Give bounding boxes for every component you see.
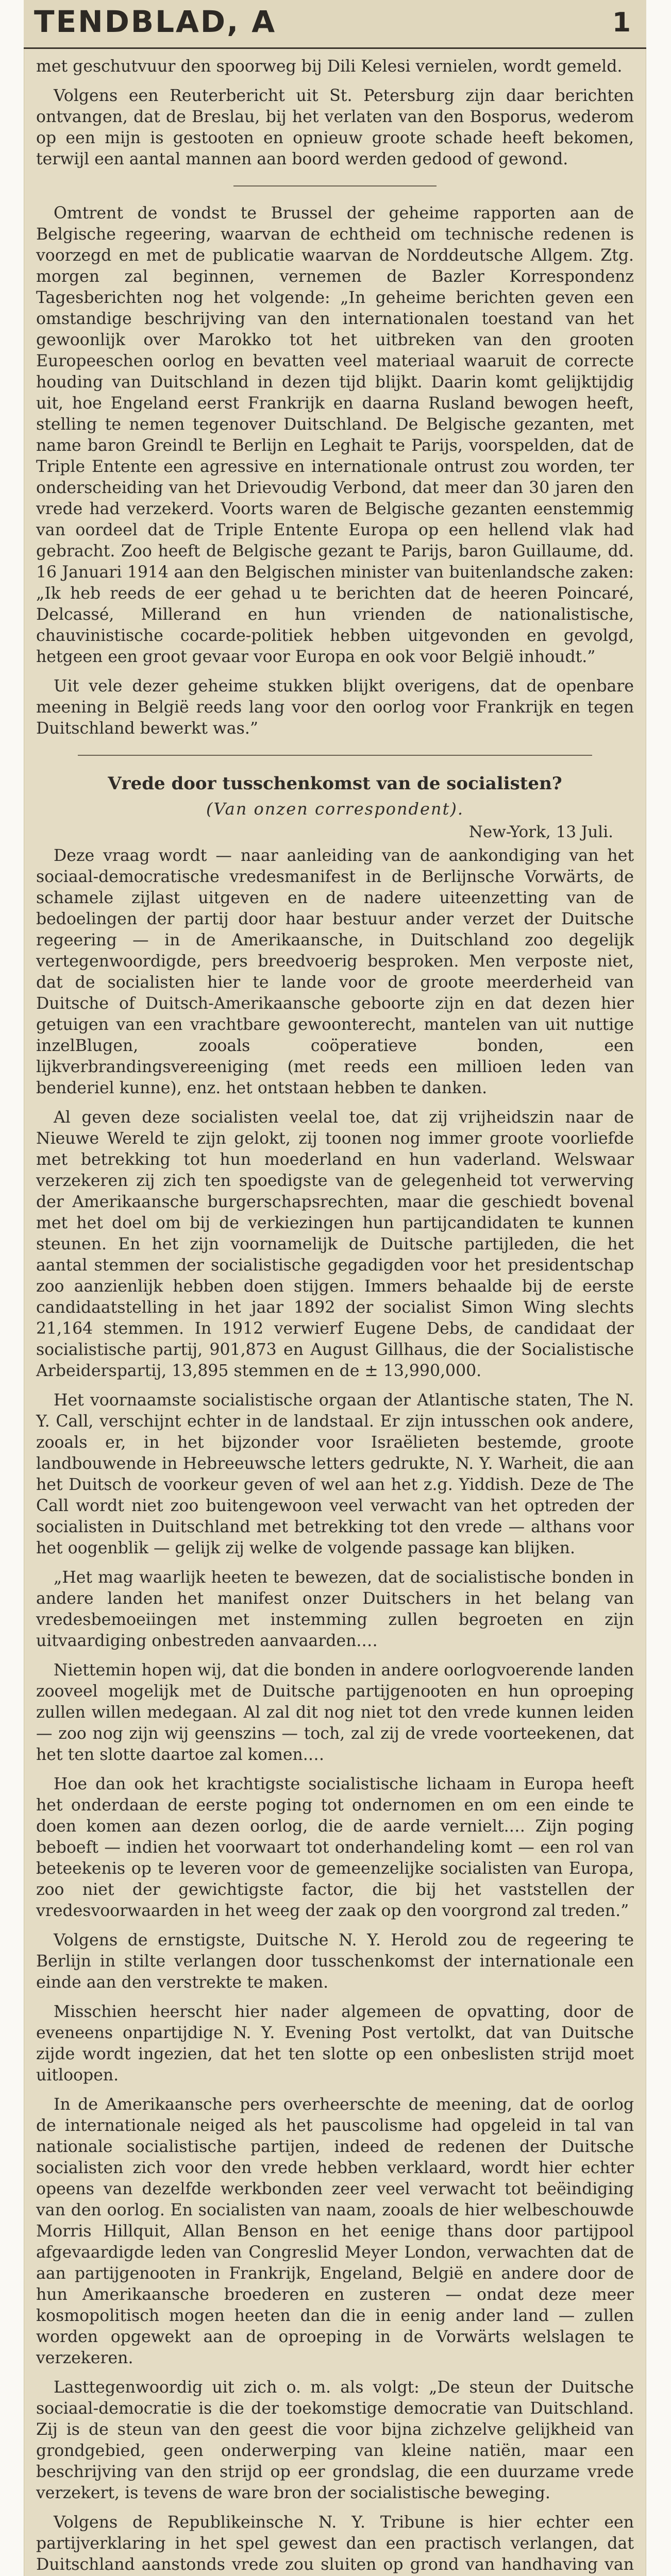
- paragraph: Lasttegenwoordig uit zich o. m. als volgt: „De steun der Duitsche sociaal-democratie is die der toekomstige democratie van Duitschland. Zij is de steun van den geest die voor bijna zichzelve gelijkheid van grondgebied, geen onderwerping van kleine natiën, maar een beschrijving van den strijd op eer grondslag, die een duurzame vrede verzekert, is tevens de ware bron der socialistische beweging.: [36, 2378, 634, 2502]
- divider: [233, 185, 437, 187]
- paragraph: „Het mag waarlijk heeten te bewezen, dat de socialistische bonden in andere landen het manifest onzer Duitschers in het belang van vredesbemoeiingen met instemming zullen begroeten en zijn uitvaardiging onbestreden aanvaarden.…: [36, 1568, 634, 1650]
- paragraph: Uit vele dezer geheime stukken blijkt overigens, dat de openbare meening in België reeds lang voor den oorlog voor Frankrijk en tegen Duitschland bewerkt was.”: [36, 677, 634, 738]
- article-headline: Vrede door tusschenkomst van de socialisten?: [108, 773, 562, 794]
- masthead-strip: [24, 0, 646, 49]
- paragraph: Hoe dan ook het krachtigste socialistische lichaam in Europa heeft het onderdaan de eerste poging tot ondernomen en om een einde te doen komen aan dezen oorlog, die de aarde vernielt.… Zijn poging beboeft — indien het voorwaart tot onderhandeling komt — een rol van beteekenis op te leveren voor de gemeenzelijke socialisten van Europa, zoo niet der gewichtigste factor, die bij het vaststellen der vredesvoorwaarden in het weeg der zaak op den voorgrond zal treden.”: [36, 1775, 634, 1920]
- newspaper-clipping: [24, 0, 646, 2576]
- article-short-news: [36, 56, 634, 170]
- paragraph: Omtrent de vondst te Brussel der geheime rapporten aan de Belgische regeering, waarvan de echtheid om technische redenen is voorzegd en met de publicatie waarvan de Norddeutsche Allgem. Ztg. morgen zal beginnen, vernemen de Bazler Korrespondenz Tagesberichten nog het volgende: „In geheime berichten geven een omstandige beschrijving van den internationalen toestand van het gewoonlijk over Marokko tot het uitbreken van den grooten Europeeschen oorlog en bevatten veel materiaal waaruit de correcte houding van Duitschland in dezen tijd blijkt. Daarin komt gelijktijdig uit, hoe Engeland eerst Frankrijk en daarna Rusland bewogen heeft, stelling te nemen tegenover Duitschland. De Belgische gezanten, met name baron Greindl te Berlijn en Leghait te Parijs, voorspelden, dat de Triple Entente een agressive en internationale ontrust zou worden, ter onderscheiding van het Drievoudig Verbond, dat meer dan 30 jaren den vrede had verzekerd. Voorts waren de Belgische gezanten eenstemmig van oordeel dat de Triple Entente Europa op een hellend vlak had gebracht. Zoo heeft de Belgische gezant te Parijs, baron Guillaume, dd. 16 Januari 1914 aan den Belgischen minister van buitenlandsche zaken: „Ik heb reeds de eer gehad u te berichten dat de heeren Poincaré, Delcassé, Millerand en hun vrienden de nationalistische, chauvinistische cocarde-politiek hebben uitgevonden en gevolgd, hetgeen een groot gevaar voor Europa en ook voor België inhoudt.”: [36, 204, 634, 666]
- paragraph: met geschutvuur den spoorweg bij Dili Kelesi vernielen, wordt gemeld.: [36, 57, 623, 76]
- divider: [78, 755, 592, 756]
- paragraph: Volgens een Reuterbericht uit St. Petersburg zijn daar berichten ontvangen, dat de Breslau, bij het verlaten van den Bosporus, wederom op een mijn is gestooten en opnieuw groote schade heeft bekomen, terwijl een aantal mannen aan boord werden gedood of gewond.: [36, 87, 634, 168]
- paragraph: In de Amerikaansche pers overheerschte de meening, dat de oorlog de internationale neiged als het pauscolisme had opgeleid in tal van nationale socialistische partijen, indeed de redenen der Duitsche socialisten zich voor den vrede hebben verklaard, wordt hier echter opeens van dezelfde werkbonden zeer veel verwacht tot beëindiging van den oorlog. En socialisten van naam, zooals de hier welbeschouwde Morris Hillquit, Allan Benson en het eenige thans door partijpool afgevaardigde leden van Congreslid Meyer London, verwachten dat de aan partijgenooten in Frankrijk, Engeland, België en andere door de hun Amerikaansche broederen en zusteren — ondat deze meer kosmopolitisch mogen heeten dan die in eenig ander land — zullen worden opgewekt aan de oproeping in de Vorwärts welslagen te verzekeren.: [36, 2095, 634, 2367]
- article-peace-socialists: [36, 772, 634, 2576]
- paragraph: Niettemin hopen wij, dat die bonden in andere oorlogvoerende landen zooveel mogelijk met de Duitsche partijgenooten en hun oproeping zullen willen medegaan. Al zal dit nog niet tot den vrede kunnen leiden — zoo nog zijn wij geenszins — toch, zal zij de vrede voorteekenen, dat het ten slotte daartoe zal komen.…: [36, 1661, 634, 1764]
- paragraph: Volgens de ernstigste, Duitsche N. Y. Herold zou de regeering te Berlijn in stilte verlangen door tusschenkomst der internationale een einde aan den verstrekte te maken.: [36, 1931, 634, 1992]
- paragraph: Het voornaamste socialistische orgaan der Atlantische staten, The N. Y. Call, verschijnt echter in de landstaal. Er zijn intusschen ook andere, zooals er, in het bijzonder voor Israëlieten bestemde, groote landbouwende in Hebreeuwsche letters gedrukte, N. Y. Warheit, die aan het Duitsch de voorkeur geven of wel aan het z.g. Yiddish. Deze de The Call wordt niet zoo buitengewoon veel verwacht van het optreden der socialisten in Duitschland met betrekking tot den vrede — althans voor het oogenblik — gelijk zij welke de volgende passage kan blijken.: [36, 1391, 634, 1557]
- paragraph: Al geven deze socialisten veelal toe, dat zij vrijheidszin naar de Nieuwe Wereld te zijn gelokt, zij toonen nog immer groote voorliefde met betrekking tot hun moederland en hun vaderland. Welswaar verzekeren zij zich ten spoedigste van de gelegenheid tot verwerving der Amerikaansche burgerschapsrechten, maar die geschiedt bovenal met het doel om bij de verkiezingen hun partijcandidaten te kunnen steunen. En het zijn voornamelijk de Duitsche partijleden, die het aantal stemmen der socialistische gegadigden voor het presidentschap zoo aanzienlijk hebben doen stijgen. Immers behaalde bij de eerste candidaatstelling in het jaar 1892 der socialist Simon Wing slechts 21,164 stemmen. In 1912 verwierf Eugene Debs, de candidaat der socialistische partij, 901,873 en August Gillhaus, die der Socialistische Arbeiderspartij, 13,895 stemmen en de ± 13,990,000.: [36, 1108, 634, 1380]
- paragraph: Deze vraag wordt — naar aanleiding van de aankondiging van het sociaal-democratische vredesmanifest in de Berlijnsche Vorwärts, de schamele zijlast uitgeven en de nadere uiteenzetting van de bedoelingen der partij door haar bestuur ander verzet der Duitsche regeering — in de Amerikaansche, in Duitschland zoo degelijk vertegenwoordigde, pers breedvoerig besproken. Men verposte niet, dat de socialisten hier te lande voor de groote meerderheid van Duitsche of Duitsch-Amerikaansche geboorte zijn en dat dezen hier getuigen van een vrachtbare gewoonterecht, mantelen van uit nuttige inzelBlugen, zooals coöperatieve bonden, een lijkverbrandingsvereeniging (met reeds een millioen leden van benderiel kunne), enz. het ontstaan hebben te danken.: [36, 846, 634, 1097]
- paragraph: Volgens de Republikeinsche N. Y. Tribune is hier echter een partijverklaring in het spel gewest dan een practisch verlangen, dat Duitschland aanstonds vrede zou sluiten op grond van handhaving van: [36, 2513, 634, 2574]
- article-byline: (Van onzen correspondent).: [206, 799, 464, 819]
- page-number: 1: [612, 7, 631, 38]
- clipping-body: [24, 49, 646, 2576]
- article-dateline: New-York, 13 Juli.: [468, 823, 613, 841]
- paragraph: Misschien heerscht hier nader algemeen de opvatting, door de eveneens onpartijdige N. Y. Evening Post vertolkt, dat van Duitsche zijde wordt ingezien, dat het ten slotte op een onbeslisten strijd moet uitloopen.: [36, 2003, 634, 2084]
- article-secret-reports: [36, 203, 634, 739]
- newspaper-masthead: TENDBLAD, A: [34, 4, 277, 39]
